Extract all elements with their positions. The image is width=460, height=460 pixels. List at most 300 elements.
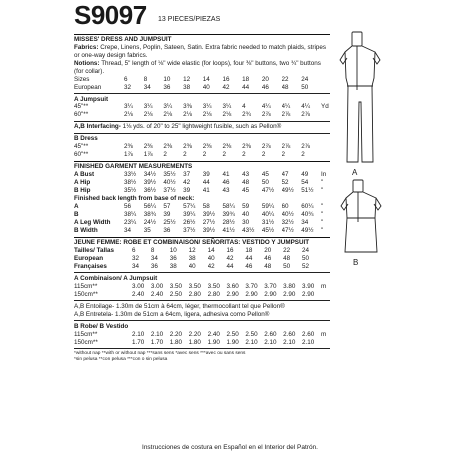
row-label: 45"** (74, 143, 89, 151)
table-cell: 45½ (261, 227, 275, 235)
table-row (74, 143, 330, 151)
table-row (74, 84, 330, 92)
table-cell: 34 (124, 227, 132, 235)
table-cell: 37½ (183, 227, 196, 235)
table-cell: 3.60 (226, 282, 239, 290)
table-cell: 34 (143, 83, 151, 91)
table-cell: 2 (301, 151, 305, 159)
table-cell: 1.90 (207, 338, 220, 346)
row-label: 60"** (74, 151, 89, 159)
table-cell: 36 (163, 227, 171, 235)
divider (74, 320, 330, 321)
row-unit (321, 263, 330, 271)
table-cell: 34½ (143, 171, 156, 179)
table-cell: 2.20 (188, 330, 201, 338)
table-cell: 3¼ (163, 103, 173, 111)
table-cell: 45 (261, 171, 269, 179)
table-cell: 27½ (202, 219, 216, 227)
table-cell: 40 (202, 83, 210, 91)
table-cell: 2⅛ (124, 111, 133, 119)
table-cell: 44 (245, 255, 253, 263)
divider (74, 300, 330, 301)
table-cell: 54 (301, 179, 309, 187)
row-label: A Leg Width (74, 219, 111, 227)
table-cell: 25½ (163, 219, 176, 227)
table-row (74, 219, 330, 227)
table-cell: 35½ (163, 171, 176, 179)
pieces-count: 13 PIECES/PIEZAS (158, 16, 221, 23)
row-label: 60"** (74, 111, 89, 119)
table-cell: 46 (222, 179, 230, 187)
table-cell: 49½ (301, 227, 314, 235)
back-length-table (74, 203, 330, 235)
table-cell: 41½ (222, 227, 235, 235)
table-cell: 1.90 (226, 338, 239, 346)
spanish-instructions-note: Instrucciones de costura en Español en el Interior del Patrón. (142, 444, 318, 451)
table-cell: 38¾ (143, 211, 156, 219)
table-cell: 6 (124, 75, 128, 83)
row-unit (321, 339, 330, 347)
illustration-label-b: B (353, 258, 359, 267)
table-row (74, 263, 330, 271)
finished-title: FINISHED GARMENT MEASUREMENTS (74, 163, 193, 171)
table-cell: 2.80 (207, 290, 220, 298)
table-cell: 16 (226, 247, 234, 255)
divider (74, 272, 330, 273)
table-cell: 4 (242, 103, 246, 111)
table-cell: 46 (264, 255, 272, 263)
table-cell: 3.50 (188, 282, 201, 290)
table-cell: 3.00 (150, 282, 164, 290)
table-cell: 4¼ (261, 103, 271, 111)
table-cell: 2.90 (302, 290, 315, 298)
divider (74, 34, 330, 35)
table-cell: 6 (132, 247, 136, 255)
table-cell: 40¾ (301, 211, 314, 219)
table-cell: 2 (183, 151, 187, 159)
table-cell: 42 (222, 83, 230, 91)
table-cell: 8 (150, 247, 155, 255)
table-cell: 52 (302, 263, 310, 271)
table-cell: 2.10 (283, 338, 296, 346)
row-unit: Yd (321, 103, 329, 111)
table-cell: 18 (245, 247, 253, 255)
table-cell: 1⅞ (124, 151, 133, 159)
table-cell: 38 (188, 255, 196, 263)
divider (74, 93, 330, 94)
table-cell: 2.10 (245, 338, 258, 346)
table-cell: 1⅞ (143, 151, 153, 159)
table-cell: 57 (163, 203, 171, 211)
table-row (74, 76, 330, 84)
row-unit (321, 247, 330, 255)
table-cell: 56 (124, 203, 132, 211)
row-label: Sizes (74, 75, 90, 83)
table-cell: 44 (226, 263, 234, 271)
table-cell: 2.90 (245, 290, 258, 298)
row-label: European (74, 255, 104, 263)
table-cell: 57¼ (183, 203, 196, 211)
spanish-sizes-table (74, 247, 330, 271)
row-unit: In (321, 171, 327, 179)
row-unit (321, 143, 330, 151)
table-cell: 3¼ (222, 103, 232, 111)
table-cell: 3.70 (264, 282, 277, 290)
table-row (74, 103, 330, 111)
table-cell: 48 (264, 263, 272, 271)
row-unit: " (321, 219, 324, 227)
table-cell: 58 (202, 203, 210, 211)
footnotes (74, 351, 330, 363)
table-cell: 44 (242, 83, 250, 91)
table-cell: 30 (242, 219, 250, 227)
table-row (74, 187, 330, 195)
table-cell: 43½ (242, 227, 255, 235)
table-cell: 58¼ (222, 203, 235, 211)
table-cell: 39½ (202, 227, 216, 235)
table-cell: 2.60 (264, 330, 277, 338)
row-label: B (74, 211, 79, 219)
table-cell: 39¼ (183, 211, 196, 219)
row-label: Tailles/ Tallas (74, 247, 115, 255)
divider (74, 237, 330, 238)
table-cell: 24 (302, 247, 310, 255)
table-cell: 2.60 (283, 330, 296, 338)
spanish-jumpsuit-title: A Combinaison/ A Jumpsuit (74, 274, 158, 282)
sizes-table (74, 76, 330, 92)
entretela-note: A,B Entretela- 1.30m de 51cm a 64cm, ligera, adhesiva como Pellon® (74, 310, 270, 318)
table-cell: 2⅜ (183, 143, 192, 151)
table-row (74, 179, 330, 187)
dress-yardage-table (74, 143, 330, 159)
table-cell: 2.20 (169, 330, 183, 338)
table-cell: 42 (207, 263, 215, 271)
notions-paragraph: Notions: Thread, 5" length of ⅛" wide elastic (for loops), four ⅜" buttons, two ¾" buttons (for collar). (74, 59, 321, 75)
row-label: A Bust (74, 171, 95, 179)
table-cell: 50 (302, 255, 310, 263)
table-cell: 2⅜ (222, 143, 232, 151)
table-row (74, 151, 330, 159)
table-cell: 40½ (281, 211, 294, 219)
row-label: B Width (74, 227, 98, 235)
table-cell: 16 (222, 75, 230, 83)
table-cell: 37½ (163, 187, 176, 195)
row-unit (321, 76, 330, 84)
table-cell: 38½ (124, 179, 137, 187)
table-cell: 2⅛ (163, 111, 173, 119)
section-title: MISSES' DRESS AND JUMPSUIT (74, 36, 172, 43)
table-cell: 12 (183, 75, 191, 83)
back-length-title: Finished back length from base of neck: (74, 195, 195, 203)
table-cell: 50 (283, 263, 291, 271)
table-cell: 2.10 (264, 338, 277, 346)
table-cell: 60 (281, 203, 289, 211)
table-cell: 39 (163, 211, 171, 219)
table-cell: 40 (207, 255, 215, 263)
table-cell: 49½ (281, 187, 294, 195)
jumpsuit-title: A Jumpsuit (74, 95, 109, 103)
table-cell: 3.70 (245, 282, 258, 290)
table-cell: 45 (242, 187, 250, 195)
table-cell: 39 (183, 187, 191, 195)
table-cell: 2⅞ (301, 143, 310, 151)
table-cell: 49 (301, 171, 309, 179)
table-cell: 50 (261, 179, 269, 187)
footnote-line: *without nap **with or without nap ***sans sens *avec sens ***avec ou sans sens (74, 351, 246, 357)
row-label: Françaises (74, 263, 107, 271)
table-cell: 43 (242, 171, 250, 179)
table-cell: 34 (150, 255, 158, 263)
row-unit (321, 151, 330, 159)
table-cell: 2⅜ (163, 143, 173, 151)
table-cell: 44 (202, 179, 210, 187)
table-cell: 23¼ (124, 219, 137, 227)
table-row (74, 339, 330, 347)
table-cell: 48 (281, 83, 289, 91)
table-cell: 43 (222, 187, 230, 195)
table-row (74, 331, 330, 339)
table-cell: 31½ (261, 219, 275, 227)
table-cell: 40¼ (261, 211, 275, 219)
table-row (74, 111, 330, 119)
table-cell: 2.10 (150, 330, 164, 338)
table-cell: 3.50 (207, 282, 220, 290)
table-cell: 2⅞ (261, 143, 271, 151)
table-cell: 34 (301, 219, 309, 227)
table-cell: 38 (183, 83, 191, 91)
table-cell: 2⅜ (124, 143, 133, 151)
row-unit: " (321, 203, 324, 211)
row-label: 45"** (74, 103, 89, 111)
jumpsuit-illustration (334, 30, 386, 168)
table-cell: 2⅞ (281, 111, 291, 119)
table-cell: 2⅞ (281, 143, 291, 151)
table-cell: 12 (188, 247, 196, 255)
table-cell: 26½ (183, 219, 196, 227)
row-label: 150cm** (74, 338, 98, 346)
table-cell: 48 (242, 179, 250, 187)
table-cell: 32½ (281, 219, 294, 227)
table-row (74, 291, 330, 299)
row-label: 115cm** (74, 282, 98, 290)
table-cell: 1.70 (150, 338, 164, 346)
table-cell: 2.50 (169, 290, 183, 298)
table-cell: 2⅜ (143, 143, 153, 151)
table-cell: 18 (242, 75, 250, 83)
table-cell: 2⅛ (202, 111, 212, 119)
row-label: 115cm** (74, 330, 98, 338)
header (74, 0, 221, 30)
table-cell: 2⅛ (222, 111, 232, 119)
illustration-label-a: A (352, 168, 358, 177)
table-cell: 2.90 (264, 290, 277, 298)
table-cell: 40 (242, 211, 250, 219)
row-unit (321, 111, 330, 119)
table-cell: 42 (183, 179, 191, 187)
table-cell: 33½ (124, 171, 137, 179)
dress-illustration (336, 178, 386, 258)
table-cell: 36 (169, 255, 177, 263)
table-cell: 2.10 (302, 338, 315, 346)
table-cell: 3.50 (169, 282, 183, 290)
table-cell: 2⅛ (183, 111, 192, 119)
row-unit: m (321, 330, 327, 338)
table-cell: 36 (163, 83, 171, 91)
footnote-line: *sin pelusa **con pelusa ***con o sin pelusa (74, 357, 168, 363)
interfacing-note: A,B Interfacing- 1⅛ yds. of 20" to 25" lightweight fusible, such as Pellon® (74, 123, 282, 131)
table-cell: 56¼ (143, 203, 156, 211)
table-row (74, 171, 330, 179)
table-cell: 2⅜ (202, 143, 212, 151)
table-cell: 47½ (281, 227, 294, 235)
table-cell: 14 (207, 247, 215, 255)
table-cell: 4¼ (281, 103, 291, 111)
table-cell: 2.90 (283, 290, 296, 298)
table-cell: 32 (124, 83, 132, 91)
row-unit: m (321, 282, 327, 290)
table-cell: 41 (202, 187, 210, 195)
table-cell: 24 (301, 75, 309, 83)
row-label: A Hip (74, 179, 91, 187)
table-cell: 37 (183, 171, 191, 179)
table-row (74, 227, 330, 235)
row-unit: " (321, 179, 324, 187)
spanish-jumpsuit-table (74, 283, 330, 299)
table-cell: 2.50 (245, 330, 258, 338)
row-label: B Hip (74, 187, 91, 195)
row-unit: " (321, 211, 324, 219)
table-cell: 10 (169, 247, 177, 255)
entoilage-note: A,B Entoilage- 1.30m de 51cm à 64cm, léger, thermocollant tel que Pellon® (74, 302, 285, 310)
table-cell: 2¾ (242, 111, 251, 119)
table-cell: 59¼ (261, 203, 275, 211)
table-row (74, 247, 330, 255)
table-cell: 41 (222, 171, 230, 179)
table-cell: 40 (188, 263, 196, 271)
table-cell: 40½ (163, 179, 176, 187)
table-cell: 3.00 (132, 282, 145, 290)
row-label: European (74, 83, 102, 91)
table-cell: 3⅜ (183, 103, 192, 111)
table-cell: 3¼ (124, 103, 133, 111)
table-cell: 2.50 (226, 330, 239, 338)
table-cell: 3.90 (302, 282, 315, 290)
row-unit: " (321, 227, 324, 235)
table-cell: 36 (150, 263, 158, 271)
table-cell: 2.90 (226, 290, 239, 298)
table-cell: 2 (242, 151, 246, 159)
table-cell: 48 (283, 255, 291, 263)
table-cell: 35½ (124, 187, 137, 195)
divider (74, 121, 330, 122)
table-cell: 2 (281, 151, 286, 159)
table-cell: 2⅛ (143, 111, 153, 119)
table-cell: 1.70 (132, 338, 145, 346)
table-cell: 38¼ (124, 211, 137, 219)
pattern-code: S9097 (74, 0, 147, 30)
table-cell: 42 (226, 255, 234, 263)
table-cell: 50 (301, 83, 309, 91)
fabrics-paragraph: Fabrics: Crepe, Linens, Poplin, Sateen, Satin. Extra fabric needed to match plaids, stripes or one-way design fabrics. (74, 43, 327, 59)
table-cell: 52 (281, 179, 289, 187)
table-cell: 47 (281, 171, 289, 179)
table-row (74, 211, 330, 219)
table-cell: 2 (222, 151, 226, 159)
table-cell: 47½ (261, 187, 275, 195)
table-cell: 35 (143, 227, 151, 235)
table-cell: 39½ (202, 211, 216, 219)
table-cell: 2 (163, 151, 167, 159)
table-cell: 36½ (143, 187, 156, 195)
spanish-dress-table (74, 331, 330, 347)
table-cell: 2⅞ (301, 111, 310, 119)
jumpsuit-yardage-table (74, 103, 330, 119)
table-cell: 3.80 (283, 282, 296, 290)
table-cell: 24½ (143, 219, 156, 227)
table-cell: 39¾ (222, 211, 235, 219)
table-cell: 28½ (222, 219, 235, 227)
table-cell: 51½ (301, 187, 314, 195)
row-label: 150cm** (74, 290, 98, 298)
table-cell: 20 (264, 247, 272, 255)
table-cell: 3¼ (202, 103, 212, 111)
row-unit (321, 255, 330, 263)
row-unit: " (321, 187, 324, 195)
table-cell: 2.80 (188, 290, 201, 298)
table-cell: 1.80 (169, 338, 183, 346)
row-unit (321, 291, 330, 299)
table-cell: 32 (132, 255, 140, 263)
table-cell: 2 (202, 151, 207, 159)
divider (74, 348, 330, 349)
table-cell: 1.80 (188, 338, 201, 346)
table-cell: 2⅜ (242, 143, 251, 151)
table-cell: 2⅞ (261, 111, 271, 119)
table-cell: 2.60 (302, 330, 315, 338)
table-row (74, 203, 330, 211)
table-cell: 39½ (143, 179, 156, 187)
table-cell: 8 (143, 75, 148, 83)
divider (74, 161, 330, 162)
table-cell: 59 (242, 203, 250, 211)
table-cell: 2.40 (132, 290, 145, 298)
row-unit (321, 84, 330, 92)
table-cell: 3¼ (143, 103, 153, 111)
finished-measurements-table (74, 171, 330, 195)
table-cell: 2.10 (132, 330, 145, 338)
measurement-content (74, 32, 330, 363)
table-cell: 22 (281, 75, 289, 83)
table-cell: 22 (283, 247, 291, 255)
table-row (74, 255, 330, 263)
table-cell: 34 (132, 263, 140, 271)
row-label: A (74, 203, 79, 211)
table-cell: 39 (202, 171, 210, 179)
table-cell: 10 (163, 75, 171, 83)
spanish-dress-title: B Robe/ B Vestido (74, 322, 129, 330)
table-cell: 38 (169, 263, 177, 271)
table-row (74, 283, 330, 291)
table-cell: 20 (261, 75, 269, 83)
table-cell: 46 (245, 263, 253, 271)
table-cell: 2.40 (150, 290, 164, 298)
table-cell: 2 (261, 151, 266, 159)
table-cell: 14 (202, 75, 210, 83)
table-cell: 4¼ (301, 103, 310, 111)
table-cell: 46 (261, 83, 269, 91)
table-cell: 60¼ (301, 203, 314, 211)
table-cell: 2.40 (207, 330, 220, 338)
